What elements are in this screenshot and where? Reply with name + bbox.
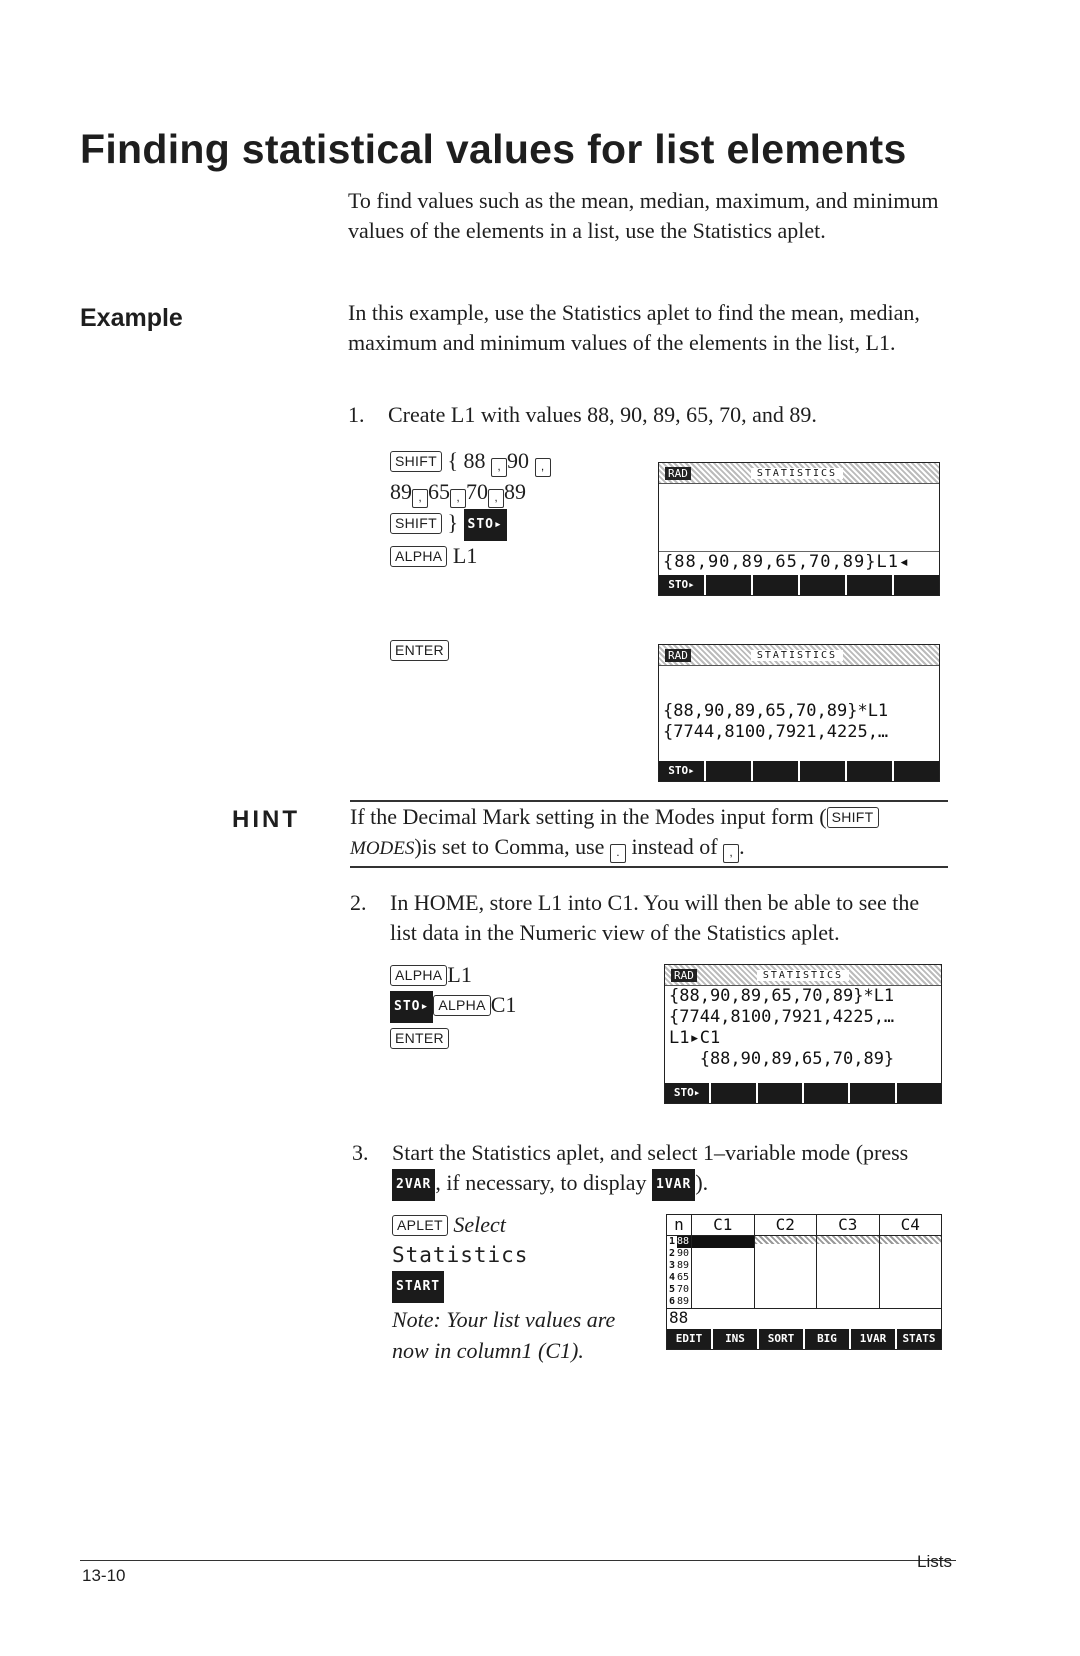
1var-softkey[interactable]: 1VAR	[652, 1169, 695, 1201]
hint-rule-bottom	[350, 866, 948, 868]
col-c2-header[interactable]: C2	[755, 1215, 818, 1235]
alpha-key[interactable]: ALPHA	[433, 995, 490, 1016]
alpha-key[interactable]: ALPHA	[390, 546, 447, 567]
c1-text: C1	[490, 992, 517, 1017]
value-88: 88	[463, 448, 486, 473]
start-softkey[interactable]: START	[392, 1271, 444, 1303]
cell-c1-r4[interactable]: 65	[677, 1272, 690, 1283]
screen-result-line: {7744,8100,7921,4225,…	[663, 722, 889, 742]
comma-key[interactable]: ,	[412, 489, 428, 508]
screen-line: L1▸C1	[669, 1028, 721, 1048]
calculator-screen-3	[666, 1214, 942, 1350]
step1-keystrokes	[390, 446, 640, 571]
col-n-header: n	[667, 1215, 692, 1235]
screen-title-bar	[659, 463, 939, 484]
menu-stats[interactable]: STATS	[897, 1329, 941, 1349]
col-c3-header[interactable]: C3	[817, 1215, 880, 1235]
value-89: 89	[504, 479, 526, 504]
calculator-screen-1a	[658, 462, 940, 596]
comma-key[interactable]: ,	[450, 489, 466, 508]
screen-title-bar	[659, 645, 939, 666]
comma-key[interactable]: ,	[488, 489, 504, 508]
step3-text	[392, 1138, 952, 1201]
aplet-name: STATISTICS	[757, 970, 849, 981]
numeric-body	[667, 1236, 941, 1309]
value-89: 89	[390, 479, 412, 504]
page-number: 13-10	[82, 1566, 126, 1585]
shift-key[interactable]: SHIFT	[827, 807, 879, 828]
select-text: Select	[453, 1212, 506, 1237]
2var-softkey[interactable]: 2VAR	[392, 1169, 435, 1201]
row-numbers: 1 2 3 4 5 6 88 90 89 65 70 89	[667, 1236, 692, 1308]
hint-text-before: If the Decimal Mark setting in the Modes input form (	[350, 804, 827, 829]
screen-line: {7744,8100,7921,4225,…	[669, 1007, 895, 1027]
angle-mode: RAD	[665, 649, 691, 662]
value-70: 70	[466, 479, 488, 504]
col-c1	[692, 1236, 755, 1308]
step3-text-a: Start the Statistics aplet, and select 1–variable mode (press	[392, 1140, 909, 1165]
sto-softkey[interactable]: STO▸	[464, 509, 507, 541]
example-paragraph: In this example, use the Statistics aplet to find the mean, median, maximum and minimum values of the elements in the list, L1.	[348, 300, 920, 355]
calculator-screen-2	[664, 964, 942, 1104]
screen-line: {88,90,89,65,70,89}*L1	[669, 986, 895, 1006]
sto-softkey[interactable]: STO▸	[390, 991, 433, 1023]
step1-number: 1.	[348, 402, 365, 427]
example-label: Example	[80, 304, 183, 332]
screen-history-line: {88,90,89,65,70,89}*L1	[663, 701, 889, 721]
menu-sto[interactable]: STO▸	[659, 575, 704, 595]
calculator-screen-1b	[658, 644, 940, 782]
hint-text-end: .	[739, 834, 745, 859]
step2-keystrokes	[390, 960, 640, 1053]
step2-number: 2.	[350, 890, 367, 915]
menu-1var[interactable]: 1VAR	[851, 1329, 895, 1349]
intro-paragraph: To find values such as the mean, median, maximum, and minimum values of the elements in a list, use the Statistics aplet.	[348, 188, 939, 243]
l1-text: L1	[447, 962, 472, 987]
comma-key[interactable]: ,	[535, 458, 551, 477]
hint-label: HINT	[232, 806, 300, 833]
menu-sto[interactable]: STO▸	[665, 1083, 709, 1103]
dot-key[interactable]: .	[610, 844, 626, 863]
section-name: Lists	[917, 1552, 952, 1571]
col-c4-header[interactable]: C4	[900, 1215, 920, 1234]
brace-open: {	[447, 448, 459, 473]
page-title: Finding statistical values for list elements	[80, 126, 907, 172]
footer-rule	[80, 1560, 956, 1561]
hint-text	[350, 802, 950, 864]
step3-note: Note: Your list values are now in column1 (C1).	[392, 1307, 616, 1363]
step3-keystrokes	[392, 1210, 632, 1303]
enter-key[interactable]: ENTER	[390, 640, 449, 661]
step2-text: In HOME, store L1 into C1. You will then be able to see the list data in the Numeric view of the Statistics aplet.	[390, 890, 920, 945]
col-c2	[755, 1236, 818, 1308]
col-c4	[880, 1236, 942, 1308]
numeric-header	[667, 1215, 941, 1236]
screen-line: {88,90,89,65,70,89}	[669, 1049, 895, 1069]
cell-c1-r6[interactable]: 89	[677, 1296, 690, 1307]
enter-key[interactable]: ENTER	[390, 1028, 449, 1049]
statistics-text: Statistics	[392, 1243, 529, 1267]
cell-c1-r3[interactable]: 89	[677, 1260, 690, 1271]
aplet-name: STATISTICS	[751, 650, 843, 661]
aplet-name: STATISTICS	[751, 468, 843, 479]
step3-text-b: , if necessary, to display	[435, 1170, 647, 1195]
menu-sort[interactable]: SORT	[759, 1329, 803, 1349]
comma-key[interactable]: ,	[491, 458, 507, 477]
step1-text: Create L1 with values 88, 90, 89, 65, 70, and 89.	[388, 402, 817, 427]
alpha-key[interactable]: ALPHA	[390, 965, 447, 986]
screen-title-bar	[665, 965, 941, 986]
angle-mode: RAD	[665, 467, 691, 480]
aplet-key[interactable]: APLET	[392, 1215, 448, 1236]
step1-enter	[390, 640, 449, 662]
value-90: 90	[507, 448, 530, 473]
cell-c1-r1[interactable]: 88	[677, 1236, 690, 1247]
modes-label: MODES	[350, 838, 415, 859]
cell-c1-r2[interactable]: 90	[677, 1248, 690, 1259]
menu-big[interactable]: BIG	[805, 1329, 849, 1349]
hint-text-middle: )is set to Comma, use	[414, 834, 605, 859]
col-c3	[817, 1236, 880, 1308]
step3-text-c: ).	[695, 1170, 709, 1195]
hint-text-instead: instead of	[631, 834, 718, 859]
brace-close: }	[447, 510, 459, 535]
screen-entry-line: {88,90,89,65,70,89}L1◂	[659, 551, 940, 573]
shift-key[interactable]: SHIFT	[390, 451, 442, 472]
menu-sto[interactable]: STO▸	[659, 761, 704, 781]
screen-menu	[659, 761, 939, 781]
col-c1-header[interactable]: C1	[692, 1215, 755, 1235]
cell-c1-r5[interactable]: 70	[677, 1284, 690, 1295]
angle-mode: RAD	[671, 969, 697, 982]
step3-number: 3.	[352, 1140, 369, 1165]
screen-menu	[659, 575, 939, 595]
comma-key[interactable]: ,	[723, 844, 739, 863]
value-65: 65	[428, 479, 450, 504]
edit-line: 88	[669, 1308, 689, 1327]
l1-text: L1	[452, 543, 478, 568]
numeric-menu	[667, 1329, 941, 1349]
shift-key[interactable]: SHIFT	[390, 513, 442, 534]
menu-edit[interactable]: EDIT	[667, 1329, 711, 1349]
screen-menu	[665, 1083, 941, 1103]
menu-ins[interactable]: INS	[713, 1329, 757, 1349]
